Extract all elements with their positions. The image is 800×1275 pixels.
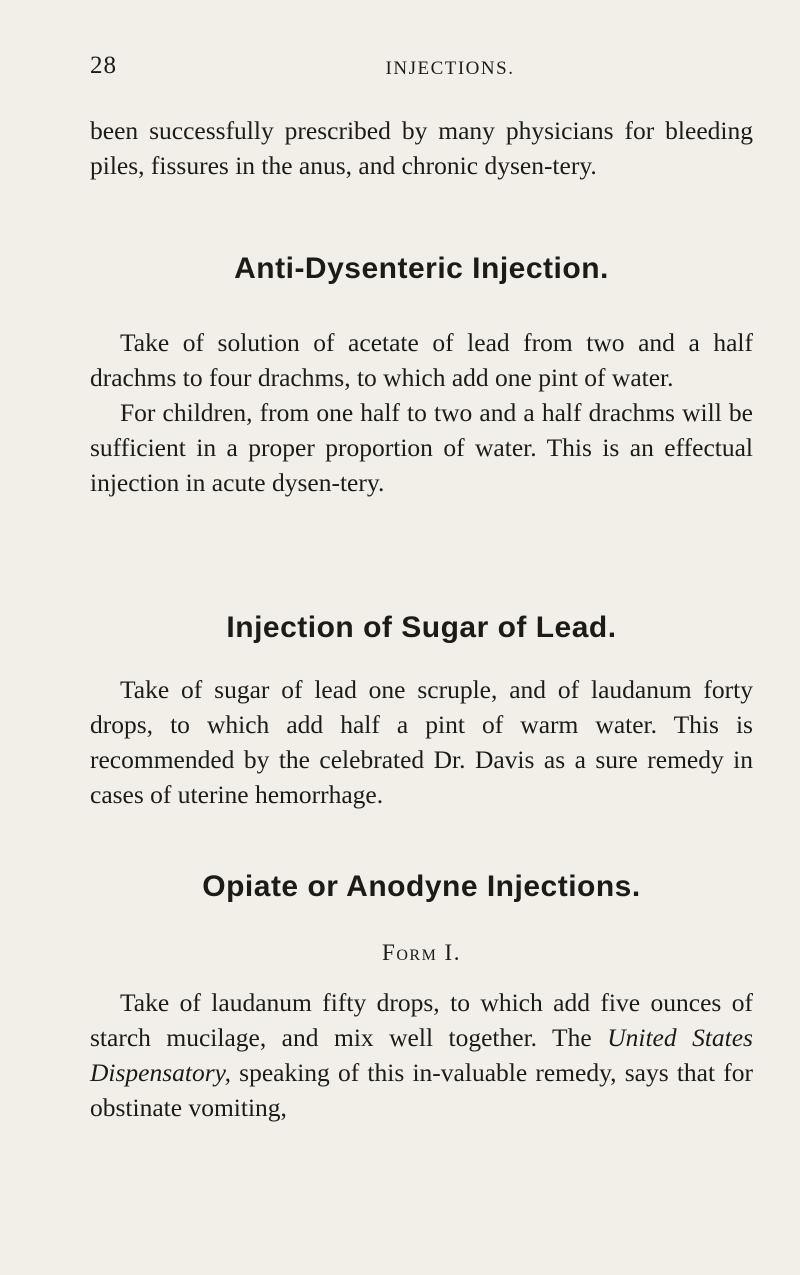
italic-book-title: United States Dispensatory, — [90, 1023, 753, 1087]
running-head — [90, 52, 750, 86]
paragraph: For children, from one half to two and a half drachms will be sufficient in a proper proportion of water. This is an effectual injection in acute dysen-tery. — [90, 398, 753, 497]
section-heading-opiate: Opiate or Anodyne Injections. — [202, 870, 641, 903]
section-heading-sugar-of-lead: Injection of Sugar of Lead. — [226, 611, 617, 644]
section-sugar-of-lead-body — [90, 672, 753, 812]
running-head-title: INJECTIONS. — [385, 58, 515, 79]
section-heading-anti-dysenteric: Anti-Dysenteric Injection. — [234, 252, 609, 285]
intro-paragraph — [90, 113, 753, 183]
paragraph: Take of sugar of lead one scruple, and of laudanum forty drops, to which add half a pint of warm water. This is recommended by the celebrated Dr. Davis as a sure remedy in cases of uterine hemorrhage. — [90, 675, 753, 809]
intro-text: been successfully prescribed by many physicians for bleeding piles, fissures in the anus, and chronic dysen-tery. — [90, 116, 753, 180]
paragraph: Take of solution of acetate of lead from two and a half drachms to four drachms, to which add one pint of water. — [90, 328, 753, 392]
paragraph — [90, 985, 753, 1125]
section-opiate-body — [90, 985, 753, 1125]
section-anti-dysenteric-body — [90, 325, 753, 500]
form-subheading: Form I. — [382, 940, 461, 965]
text-run: speaking of this in-valuable remedy, says that for obstinate vomiting, — [90, 1058, 753, 1122]
page-number: 28 — [90, 52, 117, 79]
text-run: Take of laudanum fifty drops, to which add five ounces of starch mucilage, and mix well together. The — [90, 988, 753, 1052]
